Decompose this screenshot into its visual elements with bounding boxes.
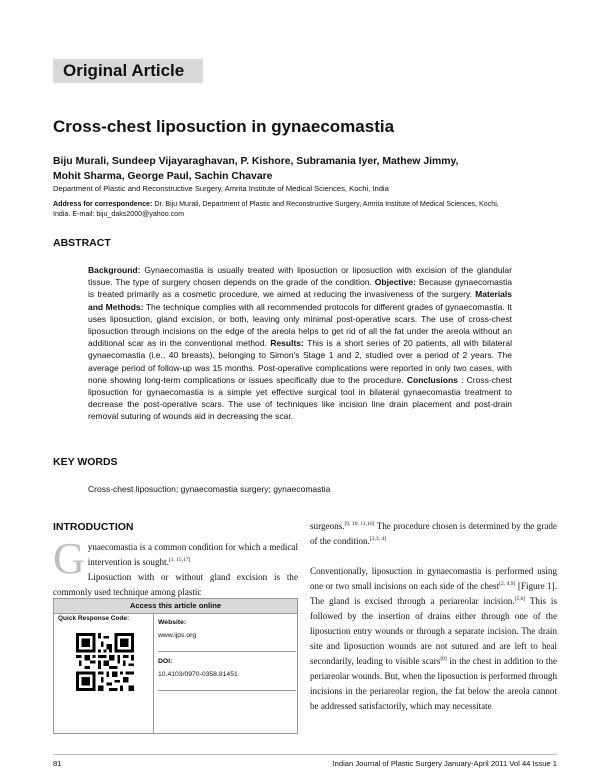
citation: [8] <box>440 655 447 662</box>
abstract-heading: ABSTRACT <box>53 237 111 249</box>
address-label: Address for correspondence: <box>53 200 153 208</box>
intro-paragraph-1 <box>53 534 298 583</box>
doi-label: DOI: <box>158 658 173 665</box>
results-label: Results: <box>270 338 304 349</box>
citation: [1, 15,17] <box>168 556 191 563</box>
conclusions-text: : Cross-chest liposuction for gynaecomastia is a simple yet effective surgical tool in bilateral gynaecomastia treatment to decrease the post-operative scars. The use of techniques like incision line drain placement and post-drain removal suturing of wounds aid in decreasing the scar. <box>88 374 512 422</box>
r-p2-c: This is followed by the insertion of drains either through one of the liposuction entry wounds or through a separate incision. The drain site and liposuction wounds are not sutured and are left to heal secondarily, leading to visible scars <box>310 596 557 666</box>
results-text: This is a short series of 20 patients, all with bilateral gynaecomastia (i.e., 40 breasts), belonging to Simon's Stage 1 and 2, studied over a period of 2 years. The average period of follow-up was 15 months. Post-operative complications were reported in only two cases, with none showing long-term complications or issues specifically due to the procedure. <box>88 338 512 385</box>
conclusions-label: Conclusions <box>406 374 458 385</box>
address-line-2: India. E-mail: biju_daks2000@yahoo.com <box>53 210 185 218</box>
introduction-heading: INTRODUCTION <box>53 521 134 533</box>
intro-paragraph-2: Liposuction with or without gland excision is the commonly used technique among plastic <box>53 572 298 597</box>
article-title: Cross-chest liposuction in gynaecomastia <box>53 117 395 136</box>
access-box-heading: Access this article online <box>54 599 297 614</box>
authors-line-2: Mohit Sharma, George Paul, Sachin Chavare <box>53 171 273 182</box>
divider <box>158 651 296 652</box>
keywords-text: Cross-chest liposuction; gynaecomastia surgery; gynaecomastia <box>88 484 331 494</box>
qr-label: Quick Response Code: <box>58 615 130 622</box>
background-label: Background: <box>88 265 141 275</box>
citation: [2, 4,9] <box>499 580 516 587</box>
objective-label: Objective: <box>374 277 416 288</box>
intro-right-column <box>310 519 557 714</box>
right-paragraph-2 <box>310 564 557 714</box>
drop-cap: G <box>53 534 85 583</box>
intro-p1-text: ynaecomastia is a common condition for which a medical intervention is sought. <box>87 542 298 567</box>
address-line-1: Dr. Biju Murali, Department of Plastic and Reconstructive Surgery, Amrita Institute of Medical Sciences, Kochi, <box>152 200 499 208</box>
article-type-banner: Original Article <box>53 59 203 83</box>
r-p2-b: [Figure 1]. The gland is excised through a periareolar incision. <box>310 581 557 606</box>
citation: [5,6] <box>514 595 526 602</box>
intro-left-column <box>53 534 298 600</box>
author-list <box>53 154 553 184</box>
r-p1-b: The procedure chosen is determined by the grade of the condition. <box>310 521 557 546</box>
access-article-box <box>53 598 298 734</box>
abstract-body <box>88 264 512 423</box>
objective-text: Because gynaecomastia is treated primarily as a cosmetic procedure, we aimed at reducing the invasiveness of the surgery. <box>88 277 512 300</box>
right-paragraph-1 <box>310 519 557 549</box>
doi-link[interactable]: 10.4103/0970-0358.81451 <box>158 671 238 678</box>
r-p2-d: in the chest in addition to the periareolar wounds. But, when the liposuction is performed through incisions in the periareolar region, the fat below the areola cannot be addressed satisfactorily, which may necessitate <box>310 656 558 711</box>
website-label: Website: <box>158 619 187 626</box>
divider <box>158 690 296 691</box>
background-text: Gynaecomastia is usually treated with liposuction or liposuction with excision of the glandular tissue. The type of surgery chosen depends on the grade of the condition. <box>88 265 512 288</box>
methods-label: Materials and Methods: <box>88 289 512 312</box>
page-number: 81 <box>53 759 62 768</box>
website-link[interactable]: www.ijps.org <box>158 632 197 639</box>
qr-code-icon[interactable] <box>76 633 134 691</box>
authors-line-1: Biju Murali, Sundeep Vijayaraghavan, P. Kishore, Subramania Iyer, Mathew Jimmy, <box>53 156 459 167</box>
r-p1-a: surgeons. <box>310 521 345 531</box>
citation: [2,3, 4] <box>369 535 386 542</box>
footer-rule <box>53 754 557 755</box>
r-p2-a: Conventionally, liposuction in gynaecomastia is performed using one or two small incisions on each side of the chest <box>310 566 557 591</box>
citation: [9, 10, 11,16] <box>344 520 375 527</box>
journal-footer: Indian Journal of Plastic Surgery January-April 2011 Vol 44 Issue 1 <box>332 759 557 768</box>
methods-text: The technique complies with all recommended protocols for different grades of gynaecomastia. It uses liposuction, gland excision, or both, leaving only minimal post-operative scars. The use of cross-chest liposuction through incisions on the edge of the areola helps to get rid of all the fat under the areola without an additional scar as in the conventional method. <box>88 301 512 349</box>
keywords-heading: KEY WORDS <box>53 456 118 468</box>
affiliation: Department of Plastic and Reconstructive Surgery, Amrita Institute of Medical Sciences, Kochi, India <box>53 184 389 193</box>
correspondence-address <box>53 199 558 219</box>
qr-panel <box>54 613 154 734</box>
